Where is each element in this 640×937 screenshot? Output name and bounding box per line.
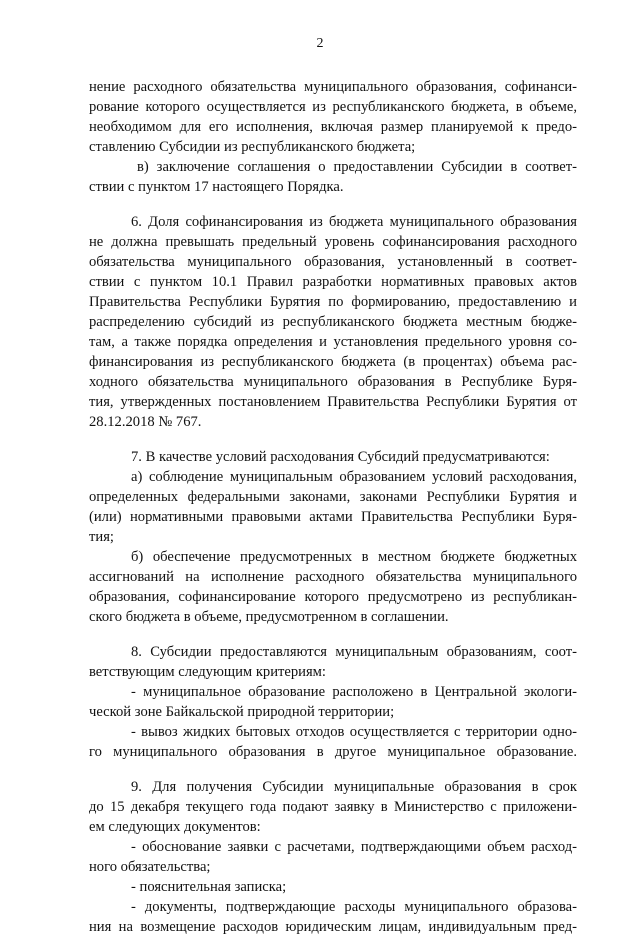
text-line: ского бюджета в объеме, предусмотренном в соглашении. bbox=[89, 609, 449, 625]
text-line: ставлению Субсидии из республиканского бюджета; bbox=[89, 139, 416, 155]
text-line: рование которого осуществляется из республиканского бюджета, в объеме, bbox=[89, 99, 577, 115]
text-line: (или) нормативными правовыми актами Правительства Республики Буря- bbox=[89, 509, 577, 525]
text-line: ветствующим следующим критериям: bbox=[89, 664, 326, 680]
text-line: Правительства Республики Бурятия по формированию, предоставлению и bbox=[89, 294, 577, 310]
text-line: ствии с пунктом 17 настоящего Порядка. bbox=[89, 179, 344, 195]
text-line: нение расходного обязательства муниципального образования, софинанси- bbox=[89, 79, 577, 95]
page-number: 2 bbox=[316, 36, 324, 51]
text-line: - пояснительная записка; bbox=[131, 879, 287, 895]
text-line: тия; bbox=[89, 529, 114, 545]
text-line: 7. В качестве условий расходования Субсидий предусматриваются: bbox=[131, 449, 550, 465]
text-line: распределению субсидий из республиканского бюджета местным бюдже- bbox=[89, 314, 577, 330]
text-line: финансирования из республиканского бюджета (в процентах) объема рас- bbox=[89, 354, 577, 370]
text-line: б) обеспечение предусмотренных в местном бюджете бюджетных bbox=[131, 549, 577, 565]
text-line: определенных федеральными законами, законами Республики Бурятия и bbox=[89, 489, 577, 505]
text-line: там, а также порядка определения и установления предельного уровня со- bbox=[89, 334, 577, 350]
text-line: 9. Для получения Субсидии муниципальные образования в срок bbox=[131, 779, 577, 795]
text-line: тия, утвержденных постановлением Правительства Республики Бурятия от bbox=[89, 394, 577, 410]
text-line: ходного обязательства муниципального образования в Республике Буря- bbox=[89, 374, 577, 390]
text-line: ассигнований на исполнение расходного обязательства муниципального bbox=[89, 569, 577, 585]
text-line: ния на возмещение расходов юридическим лицам, индивидуальным пред- bbox=[89, 919, 577, 935]
text-line: а) соблюдение муниципальным образованием условий расходования, bbox=[131, 469, 577, 485]
text-line: - муниципальное образование расположено в Центральной экологи- bbox=[131, 684, 577, 700]
text-line: не должна превышать предельный уровень софинансирования расходного bbox=[89, 234, 577, 250]
text-line: 8. Субсидии предоставляются муниципальным образованиям, соот- bbox=[131, 644, 577, 660]
text-line: - обоснование заявки с расчетами, подтверждающими объем расход- bbox=[131, 839, 577, 855]
text-line: 6. Доля софинансирования из бюджета муниципального образования bbox=[131, 214, 577, 230]
text-line: го муниципального образования в другое муниципальное образование. bbox=[89, 744, 577, 760]
text-line: необходимом для его исполнения, включая размер планируемой к предо- bbox=[89, 119, 577, 135]
text-line: 28.12.2018 № 767. bbox=[89, 414, 202, 430]
text-line: обязательства муниципального образования, установленный в соответ- bbox=[89, 254, 577, 270]
text-line: до 15 декабря текущего года подают заявку в Министерство с приложени- bbox=[89, 799, 577, 815]
text-line: ем следующих документов: bbox=[89, 819, 261, 835]
text-line: образования, софинансирование которого предусмотрено из республикан- bbox=[89, 589, 577, 605]
text-line: - документы, подтверждающие расходы муниципального образова- bbox=[131, 899, 577, 915]
text-line: ческой зоне Байкальской природной территории; bbox=[89, 704, 395, 720]
text-line: в) заключение соглашения о предоставлении Субсидии в соответ- bbox=[137, 159, 577, 175]
text-line: - вывоз жидких бытовых отходов осуществляется с территории одно- bbox=[131, 724, 577, 740]
text-line: ствии с пунктом 10.1 Правил разработки нормативных правовых актов bbox=[89, 274, 577, 290]
text-line: ного обязательства; bbox=[89, 859, 211, 875]
